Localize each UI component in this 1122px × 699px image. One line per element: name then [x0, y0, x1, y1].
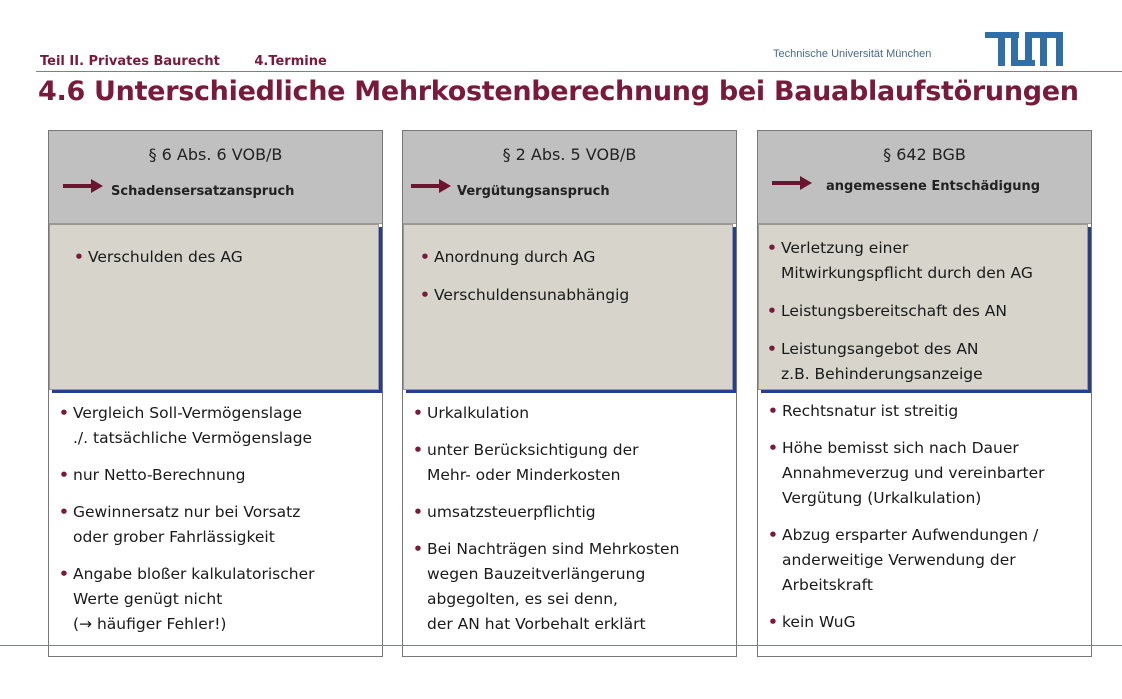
page-title: 4.6 Unterschiedliche Mehrkostenberechnung bei Bauablaufstörungen — [38, 76, 1079, 107]
calculation-list — [59, 401, 376, 649]
arrow-right-icon — [772, 175, 812, 191]
breadcrumb-chapter: 4.Termine — [254, 54, 327, 69]
list-item: • Leistungsbereitschaft des AN — [767, 299, 1083, 324]
column-vob-6 — [48, 130, 383, 657]
column-header — [758, 131, 1091, 224]
list-item: • Abzug ersparter Aufwendungen / anderweitige Verwendung der Arbeitskraft — [768, 523, 1085, 598]
column-paragraph: § 2 Abs. 5 VOB/B — [502, 145, 637, 164]
breadcrumb — [40, 54, 357, 69]
prerequisites-box — [758, 224, 1088, 390]
column-subtitle: Vergütungsanspruch — [457, 184, 610, 199]
calculation-list — [768, 399, 1085, 647]
list-item: • umsatzsteuerpflichtig — [413, 500, 730, 525]
calculation-list — [413, 401, 730, 649]
list-item: • Anordnung durch AG — [420, 245, 629, 270]
list-item: • Verschuldensunabhängig — [420, 283, 629, 308]
list-item: • Urkalkulation — [413, 401, 730, 426]
list-item: • kein WuG — [768, 610, 1085, 635]
column-header — [49, 131, 382, 224]
list-item: • Höhe bemisst sich nach Dauer Annahmeverzug und vereinbarter Vergütung (Urkalkulation) — [768, 436, 1085, 511]
header-divider — [36, 71, 1122, 72]
column-header — [403, 131, 736, 224]
list-item: • Rechtsnatur ist streitig — [768, 399, 1085, 424]
column-subtitle: angemessene Entschädigung — [826, 179, 1041, 194]
list-item: • Verschulden des AG — [74, 245, 243, 270]
list-item: • Bei Nachträgen sind Mehrkosten wegen Bauzeitverlängerung abgegolten, es sei denn, der AN hat Vorbehalt erklärt — [413, 537, 730, 637]
list-item: • Angabe bloßer kalkulatorischer Werte genügt nicht (→ häufiger Fehler!) — [59, 562, 376, 637]
breadcrumb-part: Teil II. Privates Baurecht — [40, 54, 220, 69]
tum-logo — [985, 32, 1063, 66]
arrow-right-icon — [411, 178, 451, 194]
footer-divider — [0, 645, 1122, 646]
list-item: • Vergleich Soll-Vermögenslage ./. tatsächliche Vermögenslage — [59, 401, 376, 451]
prerequisites-box — [403, 224, 733, 390]
prerequisites-box — [49, 224, 379, 390]
list-item: • Verletzung einer Mitwirkungspflicht durch den AG — [767, 236, 1083, 286]
list-item: • unter Berücksichtigung der Mehr- oder Minderkosten — [413, 438, 730, 488]
list-item: • Gewinnersatz nur bei Vorsatz oder grober Fahrlässigkeit — [59, 500, 376, 550]
column-paragraph: § 642 BGB — [883, 145, 966, 164]
list-item: • Leistungsangebot des AN z.B. Behinderungsanzeige — [767, 337, 1083, 387]
list-item: • nur Netto-Berechnung — [59, 463, 376, 488]
arrow-right-icon — [63, 178, 103, 194]
column-paragraph: § 6 Abs. 6 VOB/B — [148, 145, 283, 164]
column-bgb-642 — [757, 130, 1092, 657]
university-name: Technische Universität München — [773, 48, 932, 60]
column-vob-2 — [402, 130, 737, 657]
column-subtitle: Schadensersatzanspruch — [111, 184, 295, 199]
